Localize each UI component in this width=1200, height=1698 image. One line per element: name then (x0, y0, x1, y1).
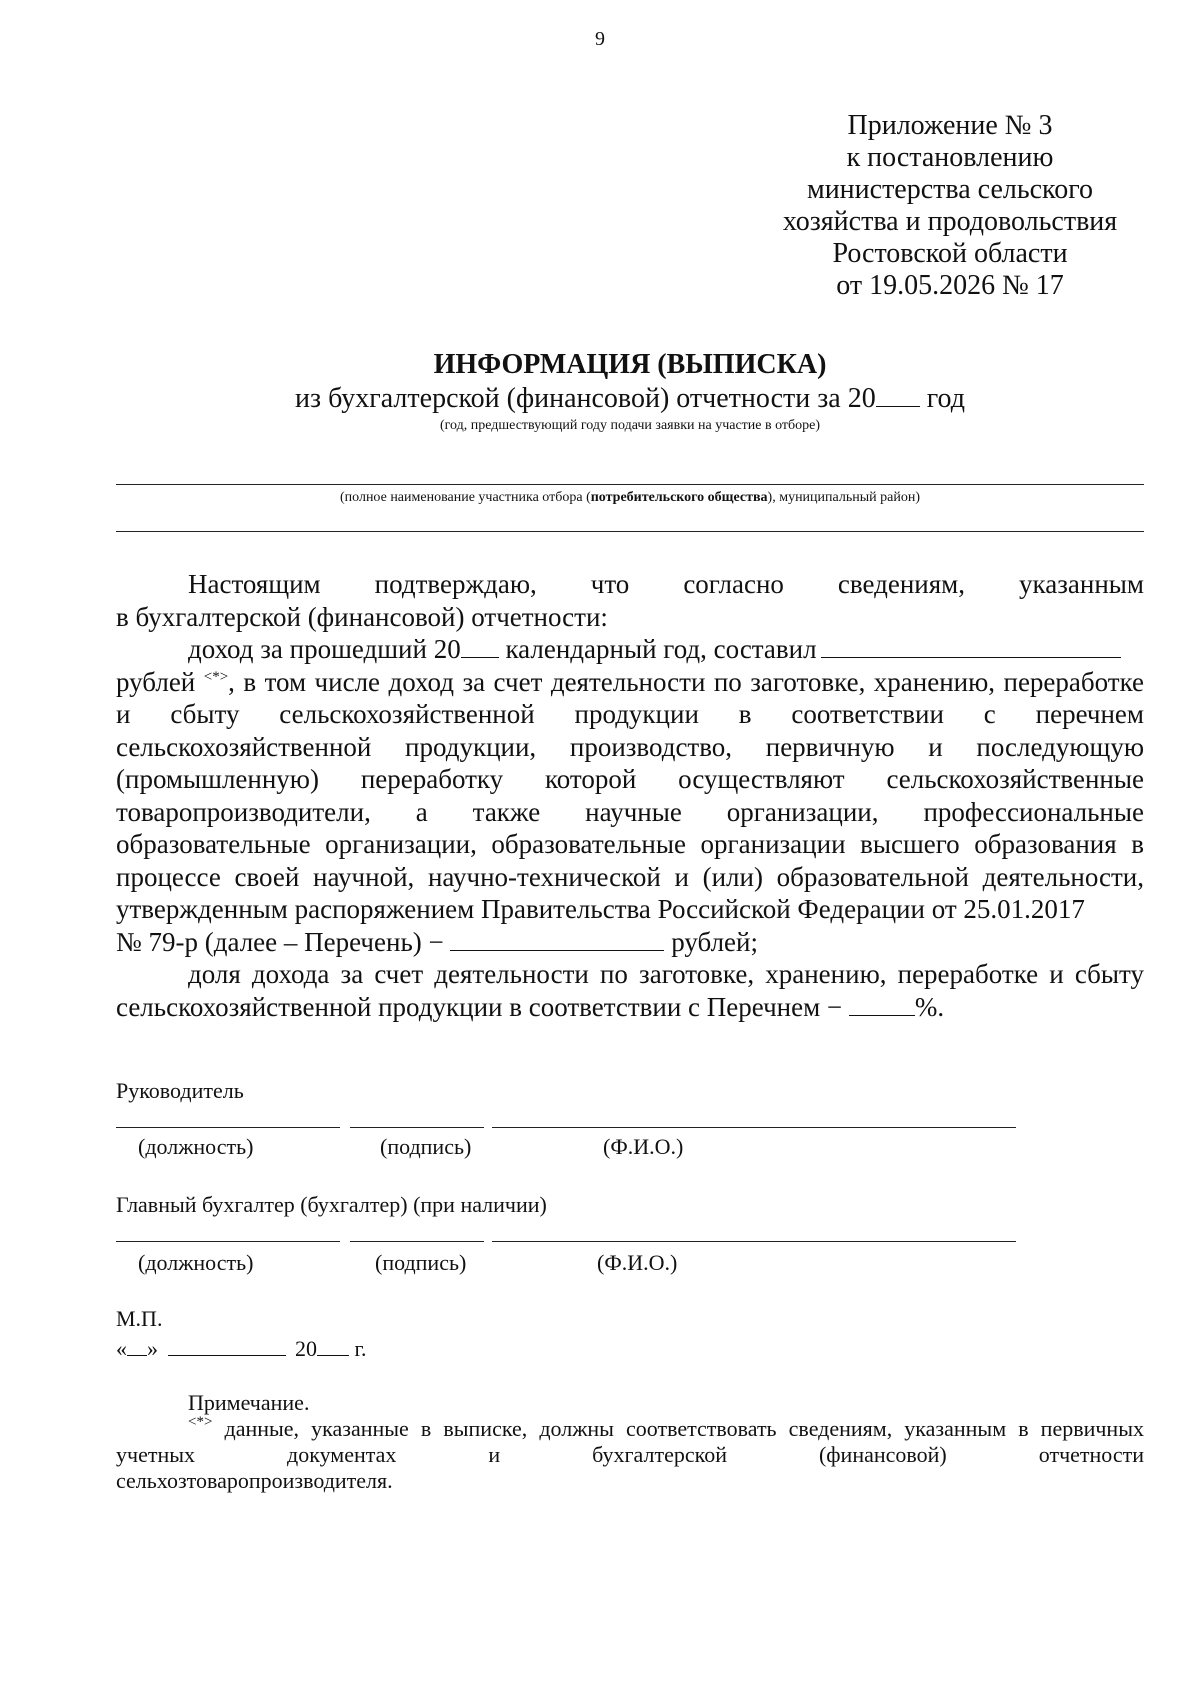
share-percent-blank[interactable] (849, 993, 915, 1016)
accountant-fio-line[interactable] (492, 1241, 1016, 1242)
note-last-line: сельхозтоваропроизводителя. (116, 1468, 393, 1493)
org-name-line[interactable] (116, 484, 1144, 485)
income-perechen-blank[interactable] (450, 928, 664, 951)
org-caption-bold: потребительского общества (590, 490, 768, 505)
accountant-position-line[interactable] (116, 1241, 340, 1242)
income-text: рублей; (664, 926, 758, 957)
accountant-position-caption: (должность) (138, 1250, 254, 1275)
income-text: календарный год, составил (498, 634, 817, 664)
accountant-fio-caption: (Ф.И.О.) (597, 1250, 678, 1275)
district-line[interactable] (116, 531, 1144, 532)
date-line (116, 1336, 367, 1362)
annex-line: Приложение № 3 (847, 110, 1053, 141)
year-note: (год, предшествующий году подачи заявки на участие в отборе) (439, 418, 821, 433)
year-blank[interactable] (876, 384, 920, 407)
date-quote-close: » (147, 1336, 158, 1361)
income-paragraph-text: , в том числе доход за счет деятельности по заготовке, хранению, переработке и сбыту сельскохозяйственной продукции в соответствии с перечнем сельскохозяйственной продукции, производство, первичную и последующую (промышленную) переработку которой осуществляют сельскохозяйственные товаропроизводители, а также научные организации, профессиональные образовательные организации, образовательные организации высшего образования в процессе своей научной, научно-технической и (или) образовательной деятельности, утвержденным распоряжением Правительства Российской Федерации от 25.01.2017 (116, 666, 1145, 924)
head-signature-line[interactable] (350, 1127, 484, 1128)
date-day-blank[interactable] (127, 1337, 147, 1356)
accountant-signature-caption: (подпись) (375, 1250, 467, 1275)
annex-line: к постановлению (846, 142, 1054, 173)
income-amount-blank[interactable] (821, 635, 1121, 658)
note-title: Примечание. (188, 1390, 310, 1415)
head-fio-line[interactable] (492, 1127, 1016, 1128)
annex-line: министерства сельского (806, 174, 1094, 205)
org-caption-text-end: ), муниципальный район) (767, 490, 920, 505)
date-quote-open: « (116, 1336, 127, 1361)
date-year-blank[interactable] (317, 1337, 349, 1356)
note-block (116, 1390, 1144, 1494)
date-month-blank[interactable] (168, 1337, 286, 1356)
rubles-text: рублей (116, 666, 196, 697)
note-text (116, 1416, 1144, 1468)
head-position-line[interactable] (116, 1127, 340, 1128)
accountant-label: Главный бухгалтер (бухгалтер) (при наличии) (116, 1192, 547, 1217)
document-title: ИНФОРМАЦИЯ (ВЫПИСКА) (433, 349, 827, 380)
footnote-mark: <*> (188, 1414, 213, 1430)
annex-line: Ростовской области (832, 238, 1068, 269)
date-suffix: г. (349, 1336, 367, 1361)
share-text: сельскохозяйственной продукции в соответствии с Перечнем − (116, 991, 849, 1022)
share-line-last (116, 991, 1144, 1024)
org-caption-text: (полное наименование участника отбора ( (339, 490, 591, 505)
head-fio-caption: (Ф.И.О.) (603, 1134, 684, 1159)
income-paragraph (116, 666, 1144, 926)
annex-line: хозяйства и продовольствия (782, 206, 1118, 237)
date-year-prefix: 20 (295, 1336, 317, 1361)
head-signature-caption: (подпись) (380, 1134, 472, 1159)
subtitle-text: из бухгалтерской (финансовой) отчетности за 20 (295, 383, 876, 414)
year-blank[interactable] (461, 635, 499, 658)
stamp-label: М.П. (116, 1306, 163, 1331)
head-label: Руководитель (116, 1078, 244, 1103)
income-text: доход за прошедший 20 (188, 634, 461, 664)
income-text: № 79-р (далее – Перечень) − (116, 926, 451, 957)
share-text: %. (914, 991, 945, 1022)
org-name-caption (116, 490, 1144, 506)
statement-body (116, 568, 1144, 1023)
annex-line: от 19.05.2026 № 17 (836, 270, 1064, 301)
statement-line: в бухгалтерской (финансовой) отчетности: (116, 601, 608, 632)
share-line: доля дохода за счет деятельности по заготовке, хранению, переработке и сбыту (188, 959, 1144, 989)
income-line (116, 633, 1144, 666)
note-text-body: данные, указанные в выписке, должны соответствовать сведениям, указанным в первичных учетных документах и бухгалтерской (финансовой) отчетности (116, 1416, 1144, 1467)
head-position-caption: (должность) (138, 1134, 254, 1159)
accountant-signature-line[interactable] (350, 1241, 484, 1242)
document-subtitle (0, 383, 1200, 415)
statement-line: Настоящим подтверждаю, что согласно сведениям, указанным (188, 569, 1144, 599)
income-line-last (116, 926, 1144, 959)
page-number: 9 (595, 28, 605, 50)
footnote-mark: <*> (203, 668, 229, 685)
subtitle-text-end: год (919, 383, 965, 414)
annex-header (750, 110, 1150, 302)
